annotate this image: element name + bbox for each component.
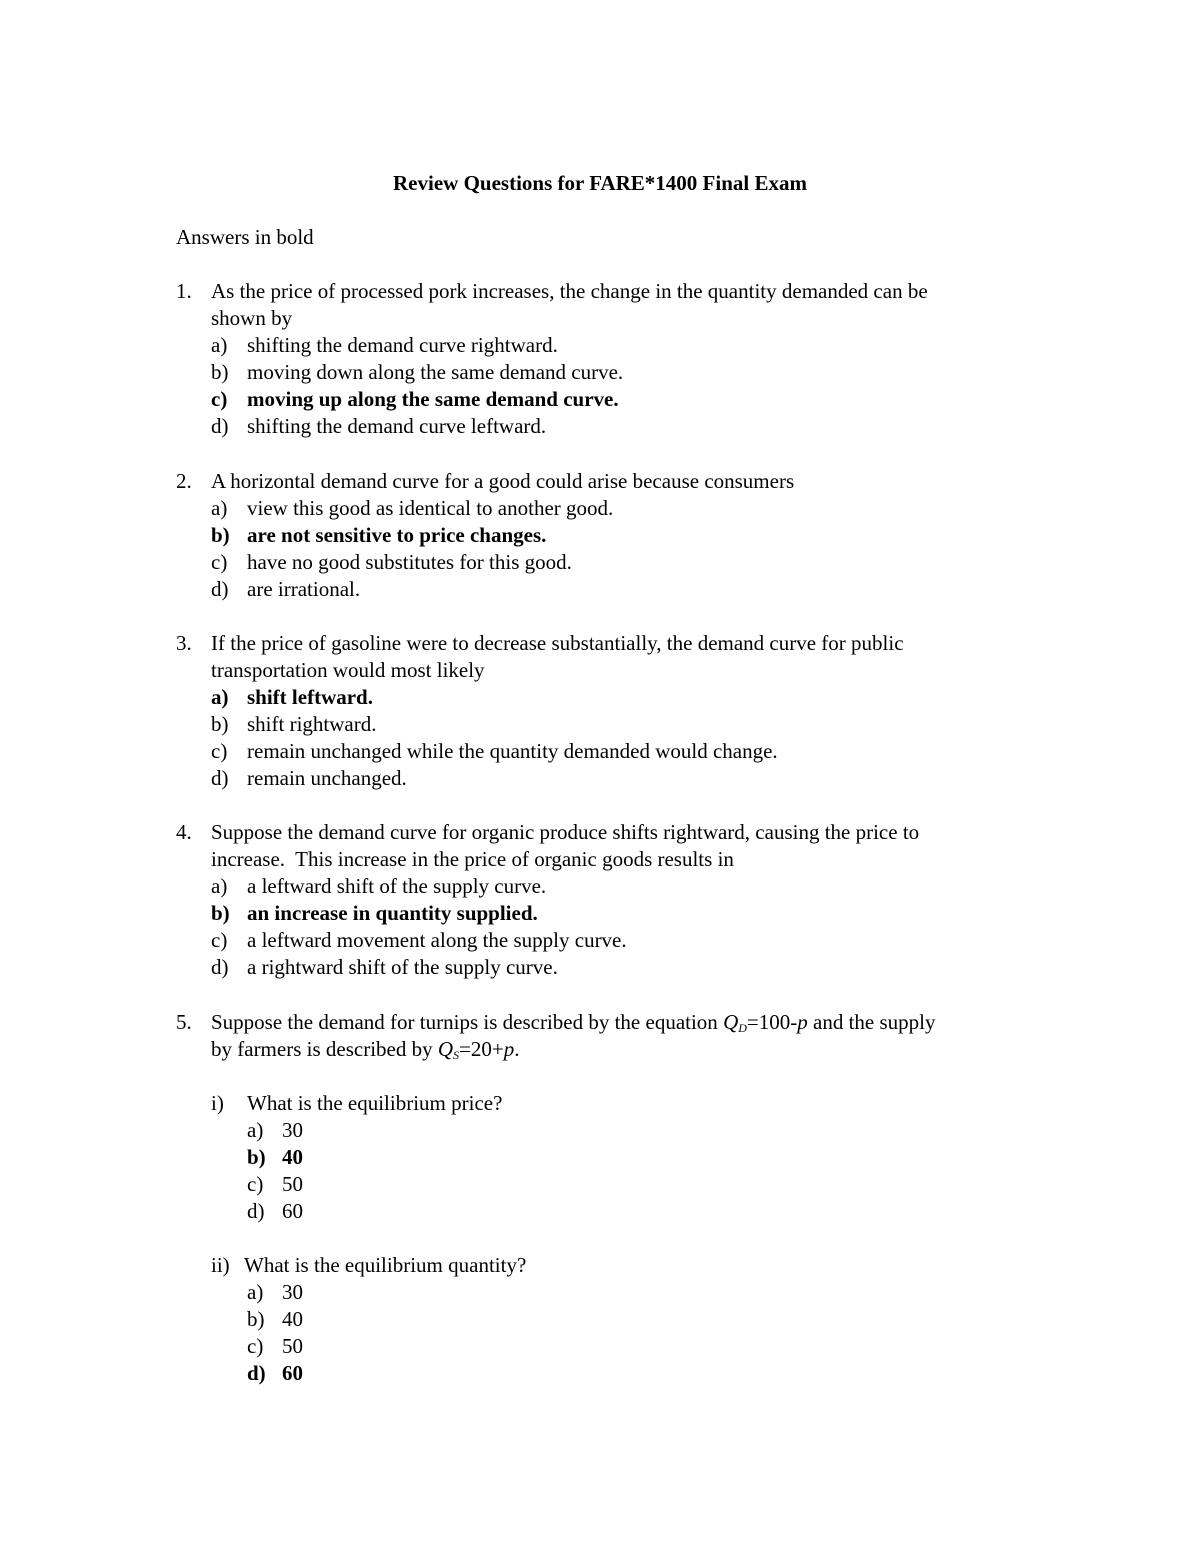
option-label: c) bbox=[247, 1334, 264, 1358]
option-text: a leftward shift of the supply curve. bbox=[247, 874, 547, 898]
stem-text: Suppose the demand for turnips is described by the equation bbox=[211, 1010, 724, 1034]
option-label: c) bbox=[211, 550, 228, 574]
correct-option-text: shift leftward. bbox=[247, 685, 373, 709]
question-stem: transportation would most likely bbox=[211, 658, 485, 682]
option-label: a) bbox=[211, 333, 228, 357]
option-text: a rightward shift of the supply curve. bbox=[247, 955, 558, 979]
stem-text: . bbox=[514, 1037, 520, 1061]
correct-option-label: b) bbox=[247, 1145, 266, 1169]
option-label: d) bbox=[211, 766, 229, 790]
correct-option-label: a) bbox=[211, 685, 229, 709]
price-symbol: p bbox=[503, 1037, 515, 1061]
correct-option-label: d) bbox=[247, 1361, 266, 1385]
option-text: 30 bbox=[282, 1118, 303, 1142]
correct-option-text: 40 bbox=[282, 1145, 303, 1169]
option-text: remain unchanged while the quantity demanded would change. bbox=[247, 739, 778, 763]
option-label: a) bbox=[211, 874, 228, 898]
correct-option-label: b) bbox=[211, 901, 230, 925]
price-symbol: p bbox=[797, 1010, 808, 1034]
option-label: a) bbox=[247, 1118, 264, 1142]
question-number: 4. bbox=[176, 820, 192, 844]
question-stem bbox=[211, 1009, 935, 1036]
question-number: 1. bbox=[176, 279, 192, 303]
option-text: have no good substitutes for this good. bbox=[247, 550, 572, 574]
option-label: c) bbox=[211, 739, 228, 763]
question-number: 5. bbox=[176, 1010, 192, 1034]
question-stem: shown by bbox=[211, 306, 293, 330]
correct-option-text: an increase in quantity supplied. bbox=[247, 901, 538, 925]
option-label: c) bbox=[247, 1172, 264, 1196]
question-stem bbox=[211, 1036, 519, 1063]
question-stem: Suppose the demand curve for organic produce shifts rightward, causing the price to bbox=[211, 820, 920, 844]
option-label: a) bbox=[247, 1280, 264, 1304]
option-text: shifting the demand curve leftward. bbox=[247, 414, 547, 438]
option-label: c) bbox=[211, 928, 228, 952]
option-text: remain unchanged. bbox=[247, 766, 407, 790]
correct-option-text: moving up along the same demand curve. bbox=[247, 387, 619, 411]
option-text: 30 bbox=[282, 1280, 303, 1304]
option-text: a leftward movement along the supply curve. bbox=[247, 928, 627, 952]
stem-text: =20+ bbox=[459, 1037, 504, 1061]
sub-question-text: What is the equilibrium quantity? bbox=[244, 1253, 527, 1277]
supply-quantity-symbol: Q bbox=[437, 1037, 454, 1061]
option-text: view this good as identical to another good. bbox=[247, 496, 614, 520]
stem-text: and the supply bbox=[807, 1010, 936, 1034]
option-text: 50 bbox=[282, 1334, 303, 1358]
correct-option-text: are not sensitive to price changes. bbox=[247, 523, 547, 547]
page-title: Review Questions for FARE*1400 Final Exam bbox=[393, 171, 807, 195]
option-label: a) bbox=[211, 496, 228, 520]
option-label: b) bbox=[211, 712, 229, 736]
option-text: shift rightward. bbox=[247, 712, 377, 736]
option-text: are irrational. bbox=[247, 577, 361, 601]
sub-question-text: What is the equilibrium price? bbox=[247, 1091, 503, 1115]
option-label: d) bbox=[211, 577, 229, 601]
question-stem: A horizontal demand curve for a good could arise because consumers bbox=[211, 469, 795, 493]
option-label: d) bbox=[211, 955, 229, 979]
question-stem: As the price of processed pork increases, the change in the quantity demanded can be bbox=[211, 279, 928, 303]
stem-text: by farmers is described by bbox=[211, 1037, 438, 1061]
sub-question-label: i) bbox=[211, 1091, 224, 1115]
answers-note: Answers in bold bbox=[176, 225, 314, 249]
option-text: 60 bbox=[282, 1199, 303, 1223]
question-number: 2. bbox=[176, 469, 192, 493]
correct-option-label: b) bbox=[211, 523, 230, 547]
option-label: d) bbox=[247, 1199, 265, 1223]
option-label: b) bbox=[211, 360, 229, 384]
supply-subscript: S bbox=[453, 1048, 460, 1062]
question-stem: If the price of gasoline were to decrease substantially, the demand curve for public bbox=[211, 631, 904, 655]
question-number: 3. bbox=[176, 631, 192, 655]
option-label: b) bbox=[247, 1307, 265, 1331]
option-text: moving down along the same demand curve. bbox=[247, 360, 624, 384]
option-text: shifting the demand curve rightward. bbox=[247, 333, 558, 357]
option-text: 40 bbox=[282, 1307, 303, 1331]
sub-question-label: ii) bbox=[211, 1253, 230, 1277]
correct-option-text: 60 bbox=[282, 1361, 303, 1385]
option-label: d) bbox=[211, 414, 229, 438]
question-stem: increase. This increase in the price of organic goods results in bbox=[211, 847, 734, 871]
stem-text: =100- bbox=[746, 1010, 798, 1034]
demand-quantity-symbol: Q bbox=[723, 1010, 739, 1034]
demand-subscript: D bbox=[738, 1021, 747, 1035]
correct-option-label: c) bbox=[211, 387, 228, 411]
option-text: 50 bbox=[282, 1172, 303, 1196]
